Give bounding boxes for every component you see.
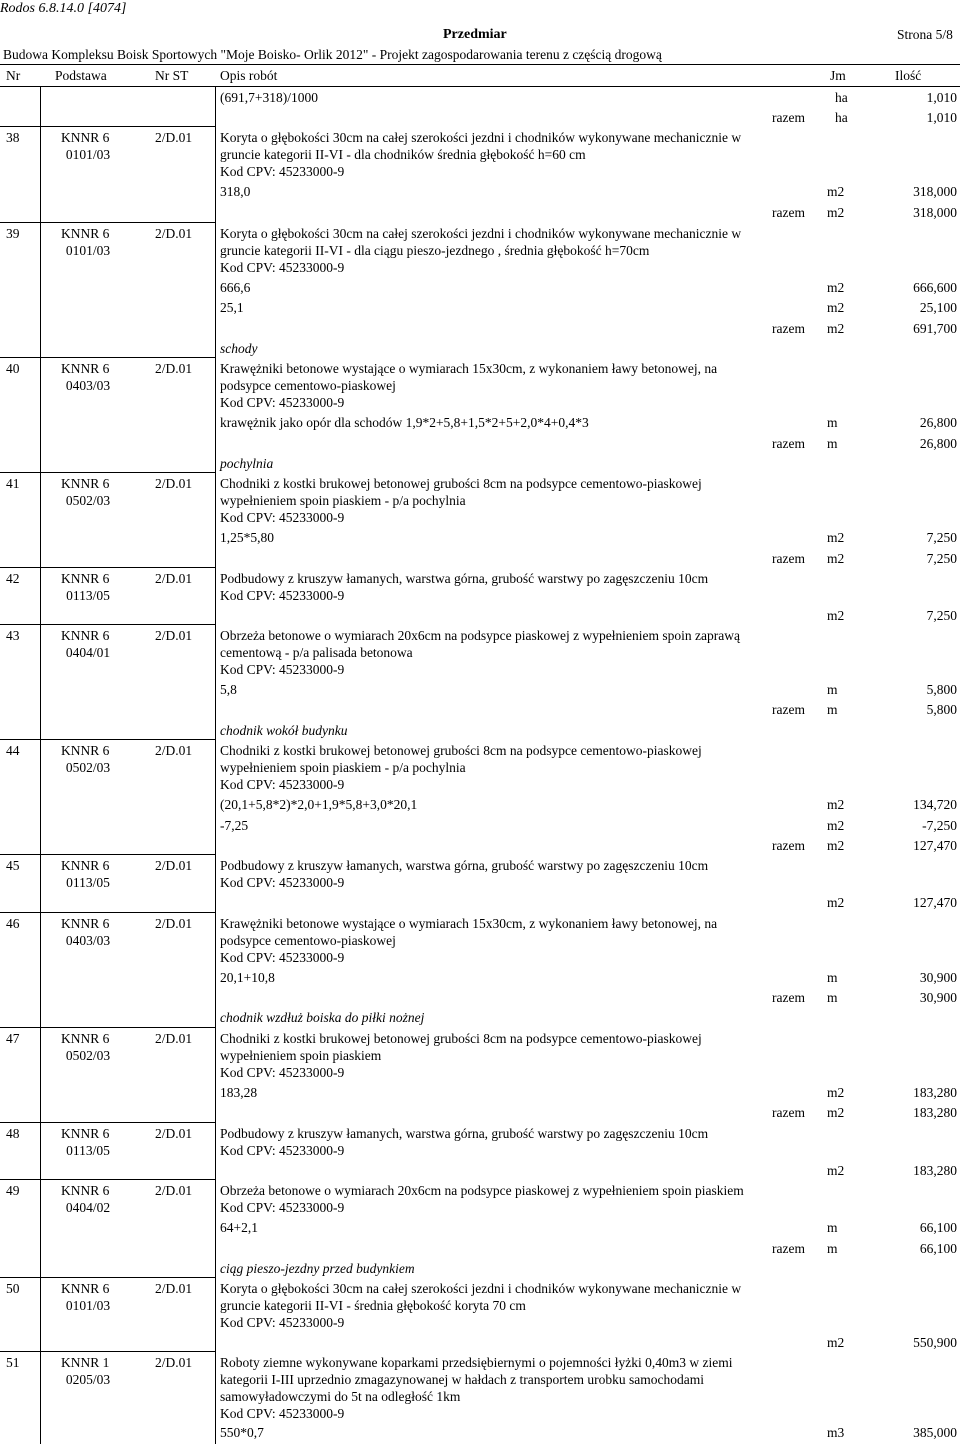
item-description-line: wypełnieniem spoin piaskiem (220, 1048, 382, 1063)
item-description-line: Kod CPV: 45233000-9 (220, 950, 345, 965)
item-number: 47 (6, 1031, 20, 1046)
razem-label: razem (772, 1241, 805, 1256)
section-note: pochylnia (220, 456, 274, 471)
item-description-line: Podbudowy z kruszyw łamanych, warstwa górna, grubość warstwy po zagęszczeniu 10cm (220, 858, 709, 873)
row-separator (0, 567, 215, 568)
item-number: 50 (6, 1281, 20, 1296)
item-basis-code: 0403/03 (65, 378, 111, 393)
item-basis: KNNR 6 (61, 226, 110, 241)
calc-value: -7,250 (922, 818, 957, 833)
calc-expression: -7,25 (220, 818, 249, 833)
calc-expression: krawężnik jako opór dla schodów 1,9*2+5,8+1,5*2+5+2,0*4+0,4*3 (220, 415, 589, 430)
item-st-code: 2/D.01 (155, 1031, 193, 1046)
razem-label: razem (772, 551, 805, 566)
razem-label: razem (772, 838, 805, 853)
section-note: ciąg pieszo-jezdny przed budynkiem (220, 1261, 415, 1276)
razem-value: 26,800 (919, 436, 957, 451)
item-description-line: podsypce cementowo-piaskowej (220, 378, 396, 393)
calc-expression: 550*0,7 (220, 1425, 264, 1440)
item-description-line: Kod CPV: 45233000-9 (220, 1065, 345, 1080)
item-st-code: 2/D.01 (155, 1183, 193, 1198)
item-description-line: Kod CPV: 45233000-9 (220, 1406, 345, 1421)
item-basis: KNNR 6 (61, 858, 110, 873)
item-number: 38 (6, 130, 20, 145)
item-basis-code: 0404/01 (65, 645, 111, 660)
row-separator (0, 1277, 215, 1278)
item-st-code: 2/D.01 (155, 476, 193, 491)
item-basis-code: 0113/05 (66, 875, 110, 890)
item-basis: KNNR 6 (61, 476, 110, 491)
item-basis: KNNR 6 (61, 916, 110, 931)
app-version: Rodos 6.8.14.0 [4074] (0, 1, 127, 16)
razem-value: 127,470 (913, 838, 957, 853)
item-description-line: gruncie kategorii II-VI - dla ciągu pieszo-jezdnego , średnia głębokość h=70cm (220, 243, 650, 258)
calc-value: 5,800 (926, 682, 957, 697)
item-description-line: Koryta o głębokości 30cm na całej szerokości jezdni i chodników wykonywane mechanicznie w (220, 1281, 742, 1296)
razem-value: 7,250 (926, 551, 957, 566)
row-separator (0, 739, 215, 740)
calc-value: 127,470 (913, 895, 957, 910)
row-separator (0, 1027, 215, 1028)
calc-value: 66,100 (919, 1220, 957, 1235)
calc-value: 550,900 (913, 1335, 957, 1350)
project-name: Budowa Kompleksu Boisk Sportowych "Moje Boisko- Orlik 2012" - Projekt zagospodarowania terenu z częścią drogową (3, 47, 662, 62)
section-note: chodnik wzdłuż boiska do piłki nożnej (220, 1010, 425, 1025)
item-basis: KNNR 6 (61, 130, 110, 145)
item-basis-code: 0113/05 (66, 588, 110, 603)
item-basis-code: 0502/03 (65, 1048, 111, 1063)
calc-expression: 318,0 (220, 184, 251, 199)
item-basis: KNNR 6 (61, 361, 110, 376)
item-basis: KNNR 6 (61, 628, 110, 643)
calc-value: 183,280 (913, 1085, 957, 1100)
calc-value: 30,900 (919, 970, 957, 985)
calc-value: 25,100 (919, 300, 957, 315)
carry-razem-jm: ha (835, 110, 848, 125)
calc-expression: 20,1+10,8 (220, 970, 275, 985)
razem-value: 691,700 (913, 321, 957, 336)
col-header-jm: Jm (830, 68, 846, 83)
col-header-nr: Nr (6, 68, 21, 83)
col-header-nr-st: Nr ST (155, 68, 189, 83)
razem-label: razem (772, 436, 805, 451)
item-basis: KNNR 6 (61, 571, 110, 586)
calc-expression: (20,1+5,8*2)*2,0+1,9*5,8+3,0*20,1 (220, 797, 418, 812)
razem-unit: m (827, 1241, 838, 1256)
item-description-line: Podbudowy z kruszyw łamanych, warstwa górna, grubość warstwy po zagęszczeniu 10cm (220, 571, 709, 586)
item-number: 49 (6, 1183, 20, 1198)
razem-unit: m (827, 436, 838, 451)
section-note: schody (220, 341, 258, 356)
razem-label: razem (772, 990, 805, 1005)
razem-value: 66,100 (919, 1241, 957, 1256)
calc-value: 7,250 (926, 608, 957, 623)
item-description-line: wypełnieniem spoin piaskiem - p/a pochylnia (220, 760, 466, 775)
item-description-line: podsypce cementowo-piaskowej (220, 933, 396, 948)
razem-label: razem (772, 205, 805, 220)
item-description-line: gruncie kategorii II-VI - średnia głębokość koryta 70 cm (220, 1298, 526, 1313)
item-description-line: Chodniki z kostki brukowej betonowej grubości 8cm na podsypce cementowo-piaskowej (220, 476, 702, 491)
calc-expression: 64+2,1 (220, 1220, 258, 1235)
calc-value: 7,250 (926, 530, 957, 545)
carry-jm: ha (835, 90, 848, 105)
document-title: Przedmiar (443, 27, 507, 42)
razem-value: 5,800 (926, 702, 957, 717)
calc-value: 666,600 (913, 280, 957, 295)
item-basis: KNNR 6 (61, 1281, 110, 1296)
item-description-line: gruncie kategorii II-VI - dla chodników średnia głębokość h=60 cm (220, 147, 586, 162)
item-basis: KNNR 6 (61, 1126, 110, 1141)
item-description-line: Krawężniki betonowe wystające o wymiarach 15x30cm, z wykonaniem ławy betonowej, na (220, 916, 718, 931)
razem-unit: m2 (827, 838, 845, 853)
item-number: 44 (6, 743, 20, 758)
razem-label: razem (772, 702, 805, 717)
row-separator (0, 624, 215, 625)
item-basis: KNNR 6 (61, 743, 110, 758)
row-separator (0, 126, 215, 127)
razem-unit: m (827, 702, 838, 717)
item-number: 39 (6, 226, 20, 241)
item-description-line: Kod CPV: 45233000-9 (220, 395, 345, 410)
row-separator (0, 1351, 215, 1352)
calc-expression: 183,28 (220, 1085, 258, 1100)
calc-expression: 25,1 (220, 300, 244, 315)
item-basis-code: 0205/03 (65, 1372, 111, 1387)
razem-value: 318,000 (913, 205, 957, 220)
item-description-line: wypełnieniem spoin piaskiem - p/a pochylnia (220, 493, 466, 508)
column-line (40, 87, 41, 1444)
calc-unit: m2 (827, 530, 845, 545)
item-number: 51 (6, 1355, 20, 1370)
item-number: 40 (6, 361, 20, 376)
item-number: 41 (6, 476, 20, 491)
item-basis: KNNR 1 (61, 1355, 110, 1370)
item-basis: KNNR 6 (61, 1031, 110, 1046)
calc-unit: m2 (827, 300, 845, 315)
item-description-line: Kod CPV: 45233000-9 (220, 662, 345, 677)
item-basis-code: 0502/03 (65, 760, 111, 775)
row-separator (0, 1179, 215, 1180)
item-number: 43 (6, 628, 20, 643)
item-basis-code: 0101/03 (65, 147, 111, 162)
calc-unit: m2 (827, 797, 845, 812)
calc-unit: m3 (827, 1425, 845, 1440)
item-st-code: 2/D.01 (155, 361, 193, 376)
calc-value: 134,720 (913, 797, 957, 812)
item-basis-code: 0404/02 (65, 1200, 111, 1215)
item-basis-code: 0113/05 (66, 1143, 110, 1158)
item-st-code: 2/D.01 (155, 858, 193, 873)
item-description-line: Kod CPV: 45233000-9 (220, 777, 345, 792)
calc-unit: m (827, 1220, 838, 1235)
row-separator (0, 357, 215, 358)
razem-unit: m2 (827, 1105, 845, 1120)
item-description-line: Krawężniki betonowe wystające o wymiarach 15x30cm, z wykonaniem ławy betonowej, na (220, 361, 718, 376)
razem-value: 30,900 (919, 990, 957, 1005)
item-st-code: 2/D.01 (155, 226, 193, 241)
calc-unit: m2 (827, 1335, 845, 1350)
razem-unit: m2 (827, 205, 845, 220)
item-basis-code: 0403/03 (65, 933, 111, 948)
calc-expression: 5,8 (220, 682, 237, 697)
calc-unit: m2 (827, 895, 845, 910)
item-basis: KNNR 6 (61, 1183, 110, 1198)
item-description-line: Kod CPV: 45233000-9 (220, 260, 345, 275)
calc-unit: m2 (827, 184, 845, 199)
item-description-line: Chodniki z kostki brukowej betonowej grubości 8cm na podsypce cementowo-piaskowej (220, 1031, 702, 1046)
item-st-code: 2/D.01 (155, 130, 193, 145)
row-separator (0, 472, 215, 473)
col-header-podstawa: Podstawa (55, 68, 107, 83)
row-separator (0, 912, 215, 913)
item-description-line: Roboty ziemne wykonywane koparkami przedsiębiernymi o pojemności łyżki 0,40m3 w ziemi (220, 1355, 733, 1370)
calc-unit: m2 (827, 608, 845, 623)
row-separator (0, 854, 215, 855)
razem-value: 183,280 (913, 1105, 957, 1120)
item-st-code: 2/D.01 (155, 571, 193, 586)
carry-razem-label: razem (772, 110, 805, 125)
calc-unit: m (827, 415, 838, 430)
page-number: Strona 5/8 (897, 27, 953, 42)
razem-label: razem (772, 1105, 805, 1120)
item-st-code: 2/D.01 (155, 743, 193, 758)
item-description-line: Kod CPV: 45233000-9 (220, 875, 345, 890)
calc-unit: m2 (827, 1163, 845, 1178)
row-separator (0, 222, 215, 223)
carry-razem-value: 1,010 (926, 110, 957, 125)
calc-value: 26,800 (919, 415, 957, 430)
item-st-code: 2/D.01 (155, 1281, 193, 1296)
calc-unit: m2 (827, 818, 845, 833)
item-description-line: Kod CPV: 45233000-9 (220, 1315, 345, 1330)
item-description-line: cementową - p/a palisada betonowa (220, 645, 413, 660)
calc-unit: m2 (827, 1085, 845, 1100)
item-description-line: Podbudowy z kruszyw łamanych, warstwa górna, grubość warstwy po zagęszczeniu 10cm (220, 1126, 709, 1141)
carry-calc: (691,7+318)/1000 (220, 90, 318, 105)
item-number: 42 (6, 571, 20, 586)
item-number: 46 (6, 916, 20, 931)
item-st-code: 2/D.01 (155, 628, 193, 643)
col-header-opis: Opis robót (220, 68, 278, 83)
item-description-line: Koryta o głębokości 30cm na całej szerokości jezdni i chodników wykonywane mechanicznie w (220, 226, 742, 241)
item-basis-code: 0101/03 (65, 243, 111, 258)
item-st-code: 2/D.01 (155, 1355, 193, 1370)
item-number: 45 (6, 858, 20, 873)
item-basis-code: 0502/03 (65, 493, 111, 508)
column-line (215, 87, 216, 1444)
carry-value: 1,010 (926, 90, 957, 105)
header-rule (0, 64, 960, 65)
item-description-line: Obrzeża betonowe o wymiarach 20x6cm na podsypce piaskowej z wypełnieniem spoin piaskiem (220, 1183, 744, 1198)
row-separator (0, 1122, 215, 1123)
item-description-line: Kod CPV: 45233000-9 (220, 1143, 345, 1158)
item-description-line: Koryta o głębokości 30cm na całej szerokości jezdni i chodników wykonywane mechanicznie w (220, 130, 742, 145)
item-basis-code: 0101/03 (65, 1298, 111, 1313)
item-description-line: Kod CPV: 45233000-9 (220, 164, 345, 179)
calc-value: 385,000 (913, 1425, 957, 1440)
item-description-line: Kod CPV: 45233000-9 (220, 510, 345, 525)
col-header-ilosc: Ilość (895, 68, 922, 83)
item-description-line: Kod CPV: 45233000-9 (220, 1200, 345, 1215)
section-note: chodnik wokół budynku (220, 723, 348, 738)
razem-label: razem (772, 321, 805, 336)
item-description-line: Kod CPV: 45233000-9 (220, 588, 345, 603)
calc-unit: m (827, 970, 838, 985)
item-description-line: kategorii I-III uprzednio zmagazynowanej w hałdach z transportem urobku samochodami (220, 1372, 704, 1387)
column-header-rule (0, 86, 960, 87)
calc-expression: 1,25*5,80 (220, 530, 274, 545)
razem-unit: m (827, 990, 838, 1005)
item-description-line: Obrzeża betonowe o wymiarach 20x6cm na podsypce piaskowej z wypełnieniem spoin zaprawą (220, 628, 740, 643)
calc-unit: m2 (827, 280, 845, 295)
razem-unit: m2 (827, 321, 845, 336)
calc-value: 183,280 (913, 1163, 957, 1178)
item-description-line: Chodniki z kostki brukowej betonowej grubości 8cm na podsypce cementowo-piaskowej (220, 743, 702, 758)
item-st-code: 2/D.01 (155, 1126, 193, 1141)
calc-unit: m (827, 682, 838, 697)
item-number: 48 (6, 1126, 20, 1141)
calc-value: 318,000 (913, 184, 957, 199)
item-description-line: samowyładowczymi do 5t na odległość 1km (220, 1389, 461, 1404)
calc-expression: 666,6 (220, 280, 251, 295)
razem-unit: m2 (827, 551, 845, 566)
item-st-code: 2/D.01 (155, 916, 193, 931)
